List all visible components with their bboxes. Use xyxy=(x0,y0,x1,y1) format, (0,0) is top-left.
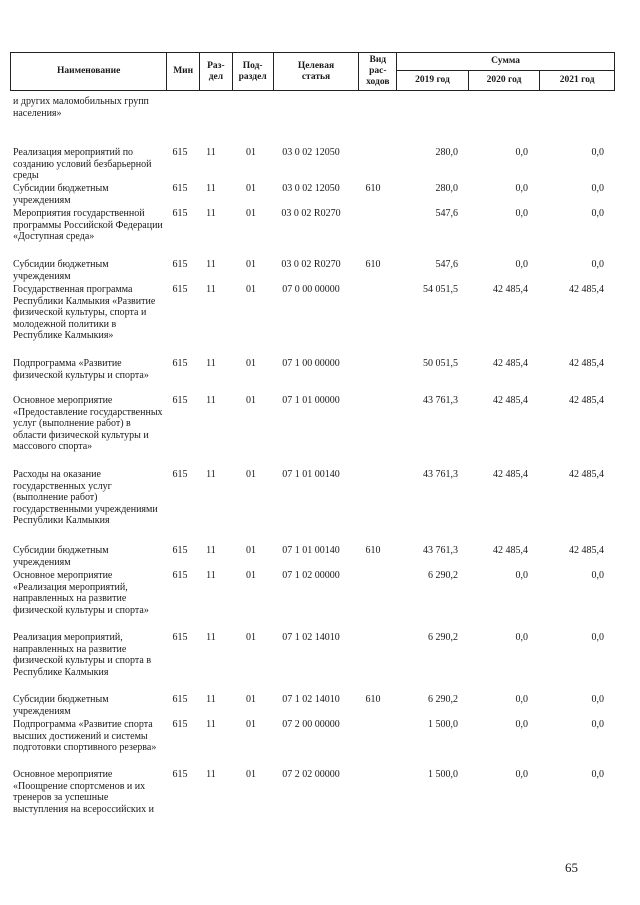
header-podrazdel: Под- раздел xyxy=(232,53,273,91)
row-podrazdel: 01 xyxy=(246,719,256,730)
row-podrazdel: 01 xyxy=(246,769,256,780)
header-summa: Сумма xyxy=(397,53,615,71)
row-y2020: 0,0 xyxy=(515,259,528,270)
row-y2019: 547,6 xyxy=(435,208,458,219)
row-min: 615 xyxy=(172,395,188,406)
row-min: 615 xyxy=(172,570,188,581)
row-celevaya: 07 1 00 00000 xyxy=(282,358,340,369)
row-y2019: 43 761,3 xyxy=(423,545,458,556)
row-razdel: 11 xyxy=(206,570,216,581)
row-min: 615 xyxy=(172,769,188,780)
row-y2020: 0,0 xyxy=(515,183,528,194)
row-podrazdel: 01 xyxy=(246,259,256,270)
row-y2020: 42 485,4 xyxy=(493,284,528,295)
row-podrazdel: 01 xyxy=(246,469,256,480)
row-razdel: 11 xyxy=(206,545,216,556)
header-razdel: Раз- дел xyxy=(200,53,233,91)
page-number: 65 xyxy=(565,860,578,875)
row-celevaya: 03 0 02 R0270 xyxy=(281,208,341,219)
row-celevaya: 07 1 02 14010 xyxy=(282,694,340,705)
header-2019: 2019 год xyxy=(397,71,469,91)
row-celevaya: 07 1 02 14010 xyxy=(282,632,340,643)
row-podrazdel: 01 xyxy=(246,395,256,406)
row-celevaya: 07 1 01 00140 xyxy=(282,469,340,480)
row-min: 615 xyxy=(172,147,188,158)
row-min: 615 xyxy=(172,545,188,556)
row-y2020: 42 485,4 xyxy=(493,358,528,369)
row-celevaya: 03 0 02 12050 xyxy=(282,147,340,158)
row-y2020: 0,0 xyxy=(515,719,528,730)
row-podrazdel: 01 xyxy=(246,570,256,581)
row-podrazdel: 01 xyxy=(246,284,256,295)
row-y2020: 0,0 xyxy=(515,147,528,158)
row-name: Реализация мероприятий по созданию условий безбарьерной среды xyxy=(13,147,152,182)
row-y2020: 42 485,4 xyxy=(493,545,528,556)
row-name: Подпрограмма «Развитие спорта высших достижений и системы подготовки спортивного резерва» xyxy=(13,719,157,754)
row-vid: 610 xyxy=(365,259,381,270)
row-name: Субсидии бюджетным учреждениям xyxy=(13,545,109,568)
row-razdel: 11 xyxy=(206,395,216,406)
row-podrazdel: 01 xyxy=(246,183,256,194)
row-y2019: 54 051,5 xyxy=(423,284,458,295)
row-name: Государственная программа Республики Калмыкия «Развитие физической культуры, спорта и молодежной политики в Республике Калмыкия» xyxy=(13,284,156,342)
row-podrazdel: 01 xyxy=(246,545,256,556)
row-celevaya: 07 1 02 00000 xyxy=(282,570,340,581)
row-razdel: 11 xyxy=(206,208,216,219)
header-naimenovanie: Наименование xyxy=(11,53,167,91)
row-min: 615 xyxy=(172,719,188,730)
row-y2021: 0,0 xyxy=(591,694,604,705)
row-razdel: 11 xyxy=(206,694,216,705)
header-2021: 2021 год xyxy=(540,71,615,91)
row-y2019: 547,6 xyxy=(435,259,458,270)
row-celevaya: 07 2 00 00000 xyxy=(282,719,340,730)
row-name: Основное мероприятие «Реализация мероприятий, направленных на развитие физической культуры и спорта» xyxy=(13,570,149,616)
row-y2021: 0,0 xyxy=(591,147,604,158)
row-y2019: 1 500,0 xyxy=(428,719,458,730)
row-y2019: 43 761,3 xyxy=(423,395,458,406)
row-razdel: 11 xyxy=(206,183,216,194)
row-name: Подпрограмма «Развитие физической культуры и спорта» xyxy=(13,358,149,381)
row-celevaya: 07 2 02 00000 xyxy=(282,769,340,780)
row-razdel: 11 xyxy=(206,358,216,369)
row-y2019: 6 290,2 xyxy=(428,694,458,705)
row-name: Реализация мероприятий, направленных на развитие физической культуры и спорта в Республике Калмыкия xyxy=(13,632,152,678)
row-y2019: 280,0 xyxy=(435,147,458,158)
row-name: Основное мероприятие «Предоставление государственных услуг (выполнение работ) в области физической культуры и массового спорта» xyxy=(13,395,163,453)
row-razdel: 11 xyxy=(206,147,216,158)
row-razdel: 11 xyxy=(206,284,216,295)
row-min: 615 xyxy=(172,284,188,295)
row-min: 615 xyxy=(172,469,188,480)
row-name: Субсидии бюджетным учреждениям xyxy=(13,694,109,717)
row-podrazdel: 01 xyxy=(246,694,256,705)
row-podrazdel: 01 xyxy=(246,358,256,369)
row-razdel: 11 xyxy=(206,719,216,730)
row-y2019: 1 500,0 xyxy=(428,769,458,780)
row-name: Субсидии бюджетным учреждениям xyxy=(13,183,109,206)
row-name: Мероприятия государственной программы Российской Федерации «Доступная среда» xyxy=(13,208,163,243)
row-celevaya: 07 0 00 00000 xyxy=(282,284,340,295)
row-y2021: 0,0 xyxy=(591,719,604,730)
row-y2019: 6 290,2 xyxy=(428,570,458,581)
row-y2021: 42 485,4 xyxy=(569,395,604,406)
row-celevaya: 07 1 01 00140 xyxy=(282,545,340,556)
row-y2021: 42 485,4 xyxy=(569,469,604,480)
row-podrazdel: 01 xyxy=(246,147,256,158)
row-y2021: 0,0 xyxy=(591,632,604,643)
row-celevaya: 03 0 02 12050 xyxy=(282,183,340,194)
row-y2020: 0,0 xyxy=(515,769,528,780)
row-celevaya: 07 1 01 00000 xyxy=(282,395,340,406)
header-min: Мин xyxy=(167,53,200,91)
row-min: 615 xyxy=(172,632,188,643)
row-name: Расходы на оказание государственных услуг (выполнение работ) государственными учреждениями Республики Калмыкия xyxy=(13,469,158,527)
row-name: и других маломобильных групп населения» xyxy=(13,96,149,119)
row-y2020: 0,0 xyxy=(515,694,528,705)
row-y2021: 0,0 xyxy=(591,570,604,581)
row-y2021: 0,0 xyxy=(591,183,604,194)
row-y2019: 50 051,5 xyxy=(423,358,458,369)
row-y2019: 280,0 xyxy=(435,183,458,194)
row-y2020: 42 485,4 xyxy=(493,395,528,406)
row-razdel: 11 xyxy=(206,632,216,643)
row-y2020: 0,0 xyxy=(515,208,528,219)
row-celevaya: 03 0 02 R0270 xyxy=(281,259,341,270)
row-y2021: 0,0 xyxy=(591,259,604,270)
row-podrazdel: 01 xyxy=(246,208,256,219)
row-vid: 610 xyxy=(365,694,381,705)
row-min: 615 xyxy=(172,358,188,369)
row-y2021: 0,0 xyxy=(591,769,604,780)
row-y2019: 43 761,3 xyxy=(423,469,458,480)
row-razdel: 11 xyxy=(206,469,216,480)
row-podrazdel: 01 xyxy=(246,632,256,643)
row-min: 615 xyxy=(172,183,188,194)
row-min: 615 xyxy=(172,208,188,219)
row-vid: 610 xyxy=(365,545,381,556)
row-min: 615 xyxy=(172,259,188,270)
row-min: 615 xyxy=(172,694,188,705)
row-y2019: 6 290,2 xyxy=(428,632,458,643)
header-vid: Вид рас- ходов xyxy=(359,53,397,91)
row-y2020: 0,0 xyxy=(515,570,528,581)
row-vid: 610 xyxy=(365,183,381,194)
row-y2021: 42 485,4 xyxy=(569,284,604,295)
header-2020: 2020 год xyxy=(468,71,540,91)
row-y2021: 0,0 xyxy=(591,208,604,219)
row-y2020: 42 485,4 xyxy=(493,469,528,480)
row-razdel: 11 xyxy=(206,769,216,780)
row-razdel: 11 xyxy=(206,259,216,270)
header-celevaya: Целевая статья xyxy=(273,53,359,91)
row-y2021: 42 485,4 xyxy=(569,545,604,556)
row-y2021: 42 485,4 xyxy=(569,358,604,369)
row-name: Основное мероприятие «Поощрение спортсменов и их тренеров за успешные выступления на всероссийских и xyxy=(13,769,154,815)
row-y2020: 0,0 xyxy=(515,632,528,643)
row-name: Субсидии бюджетным учреждениям xyxy=(13,259,109,282)
